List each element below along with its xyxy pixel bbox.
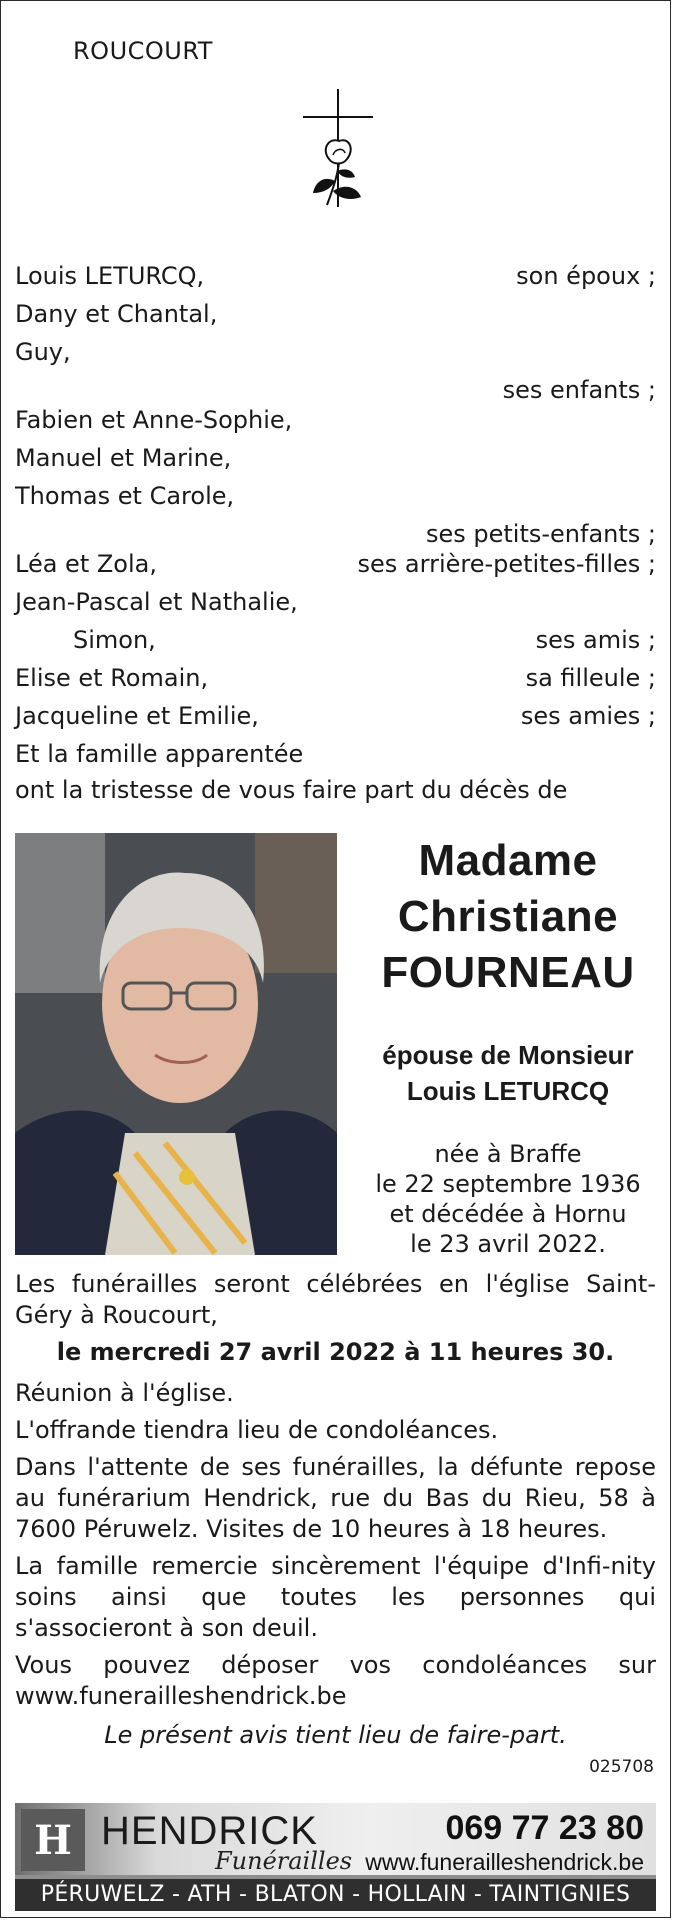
family-row — [15, 257, 656, 295]
family-row — [15, 583, 656, 621]
family-row — [15, 401, 656, 439]
meeting-info: Réunion à l'église. — [15, 1379, 234, 1407]
family-relation: ses enfants ; — [502, 376, 656, 404]
family-list — [15, 257, 656, 773]
family-member: Et la famille apparentée — [15, 740, 304, 768]
cross-with-rose-icon — [299, 89, 377, 215]
ceremony-date: le mercredi 27 avril 2022 à 11 heures 30. — [56, 1338, 615, 1366]
deceased-title: Madame — [418, 836, 598, 885]
family-member: Simon, — [73, 626, 156, 654]
family-relation: ses amis ; — [535, 626, 656, 654]
family-row — [15, 295, 656, 333]
reference-number: 025708 — [589, 1757, 654, 1777]
birth-line-2: le 22 septembre 1936 — [375, 1170, 641, 1198]
death-line-2: le 23 avril 2022. — [410, 1230, 606, 1258]
family-relation: ses arrière-petites-filles ; — [357, 550, 656, 578]
deceased-first-name: Christiane — [397, 892, 619, 941]
brand-name: HENDRICK — [101, 1809, 318, 1853]
closing-note: Le présent avis tient lieu de faire-part. — [104, 1721, 567, 1749]
town-name: ROUCOURT — [73, 37, 213, 65]
family-row — [15, 333, 656, 371]
family-member: Dany et Chantal, — [15, 300, 218, 328]
family-row — [15, 477, 656, 515]
condolences-info: Vous pouvez déposer vos condoléances sur www.funerailleshendrick.be — [15, 1651, 656, 1710]
family-relation: ses amies ; — [520, 702, 656, 730]
phone-number: 069 77 23 80 — [445, 1809, 644, 1847]
family-relation: son époux ; — [516, 262, 656, 290]
family-member: Elise et Romain, — [15, 664, 209, 692]
offering-info: L'offrande tiendra lieu de condoléances. — [15, 1416, 499, 1444]
family-member: Fabien et Anne-Sophie, — [15, 406, 293, 434]
locations-bar: PÉRUWELZ - ATH - BLATON - HOLLAIN - TAINTIGNIES — [15, 1879, 656, 1911]
family-member: Guy, — [15, 338, 71, 366]
family-member: Jacqueline et Emilie, — [15, 702, 259, 730]
family-member: Manuel et Marine, — [15, 444, 232, 472]
family-row — [15, 621, 656, 659]
logo-letter: H — [34, 1817, 72, 1864]
family-row — [15, 439, 656, 477]
funeral-details — [15, 1269, 656, 1757]
spouse-line-1: épouse de Monsieur — [382, 1040, 634, 1070]
visitation-info: Dans l'attente de ses funérailles, la défunte repose au funérarium Hendrick, rue du Bas du Rieu, 58 à 7600 Péruwelz. Visites de 10 heures à 18 heures. — [15, 1453, 656, 1543]
death-line-1: et décédée à Hornu — [389, 1200, 627, 1228]
thanks-info: La famille remercie sincèrement l'équipe d'Infi-nity soins ainsi que toutes les personnes qui s'associeront à son deuil. — [15, 1552, 656, 1642]
website-link[interactable]: www.funerailleshendrick.be — [365, 1849, 644, 1875]
family-member: Thomas et Carole, — [15, 482, 235, 510]
family-row — [15, 659, 656, 697]
family-row — [15, 371, 656, 404]
family-relation: ses petits-enfants ; — [425, 520, 656, 548]
family-row — [15, 735, 656, 773]
family-member: Louis LETURCQ, — [15, 262, 205, 290]
birth-line-1: née à Braffe — [434, 1140, 582, 1168]
spouse-line-2: Louis LETURCQ — [406, 1076, 610, 1106]
hendrick-h-logo — [21, 1809, 85, 1871]
portrait-photo — [15, 833, 337, 1255]
family-row — [15, 697, 656, 735]
announcement-intro: ont la tristesse de vous faire part du décès de — [15, 776, 568, 804]
family-member: Jean-Pascal et Nathalie, — [15, 588, 298, 616]
ceremony-location: Les funérailles seront célébrées en l'église Saint-Géry à Roucourt, — [15, 1270, 656, 1329]
family-relation: sa filleule ; — [525, 664, 656, 692]
family-row — [15, 515, 656, 548]
deceased-info — [355, 833, 661, 1259]
deceased-last-name: FOURNEAU — [381, 948, 635, 997]
family-member: Léa et Zola, — [15, 550, 157, 578]
family-row — [15, 545, 656, 583]
funeral-home-banner — [15, 1803, 656, 1911]
brand-subtitle: Funérailles — [215, 1847, 353, 1875]
